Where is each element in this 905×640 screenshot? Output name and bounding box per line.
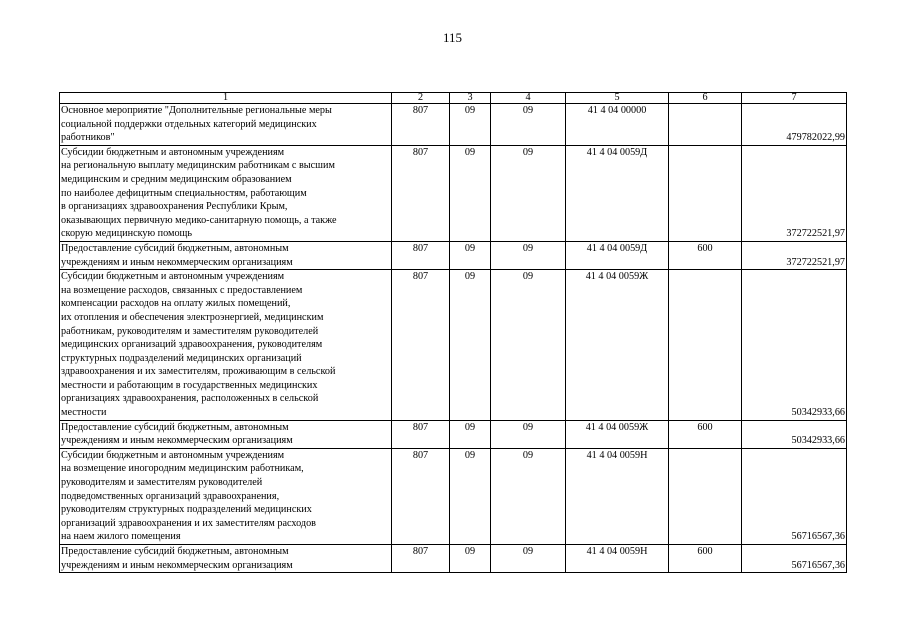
section-code: 09 [450, 104, 491, 146]
subsection-code: 09 [491, 448, 566, 544]
amount: 50342933,66 [742, 420, 847, 448]
row-description: Субсидии бюджетным и автономным учреждениям на возмещение расходов, связанных с предоставлением компенсации расходов на оплату жилых помещений, их отопления и обеспечения электроэнергией, медицинским работникам, руководителям и заместителям руководителей медицинских организаций здравоохранения, руководителям структурных подразделений медицинских организаций здравоохранения и их заместителям, проживающим в сельской местности и работающим в государственных медицинских организациях здравоохранения, расположенных в сельской местности [60, 270, 392, 421]
ministry-code: 807 [392, 420, 450, 448]
table-row [60, 241, 847, 269]
subsection-code: 09 [491, 545, 566, 573]
section-code: 09 [450, 145, 491, 241]
target-article-code: 41 4 04 00000 [566, 104, 669, 146]
section-code: 09 [450, 545, 491, 573]
expense-type-code [669, 448, 742, 544]
target-article-code: 41 4 04 0059Д [566, 241, 669, 269]
ministry-code: 807 [392, 448, 450, 544]
expense-type-code [669, 104, 742, 146]
target-article-code: 41 4 04 0059Ж [566, 420, 669, 448]
section-code: 09 [450, 270, 491, 421]
subsection-code: 09 [491, 104, 566, 146]
column-header: 4 [491, 93, 566, 104]
table-row [60, 448, 847, 544]
expense-type-code: 600 [669, 241, 742, 269]
row-description: Предоставление субсидий бюджетным, автономным учреждениям и иным некоммерческим организациям [60, 420, 392, 448]
subsection-code: 09 [491, 270, 566, 421]
table-row [60, 104, 847, 146]
amount: 56716567,36 [742, 448, 847, 544]
row-description: Основное мероприятие "Дополнительные региональные меры социальной поддержки отдельных категорий медицинских работников" [60, 104, 392, 146]
column-number-row [60, 93, 847, 104]
section-code: 09 [450, 448, 491, 544]
table-row [60, 270, 847, 421]
column-header: 2 [392, 93, 450, 104]
ministry-code: 807 [392, 104, 450, 146]
section-code: 09 [450, 241, 491, 269]
subsection-code: 09 [491, 420, 566, 448]
subsection-code: 09 [491, 241, 566, 269]
ministry-code: 807 [392, 145, 450, 241]
ministry-code: 807 [392, 241, 450, 269]
expense-type-code: 600 [669, 545, 742, 573]
column-header: 1 [60, 93, 392, 104]
column-header: 3 [450, 93, 491, 104]
amount: 479782022,99 [742, 104, 847, 146]
table-row [60, 420, 847, 448]
ministry-code: 807 [392, 270, 450, 421]
column-header: 5 [566, 93, 669, 104]
ministry-code: 807 [392, 545, 450, 573]
table-row [60, 545, 847, 573]
column-header: 7 [742, 93, 847, 104]
page-number: 115 [442, 30, 463, 45]
amount: 50342933,66 [742, 270, 847, 421]
target-article-code: 41 4 04 0059Ж [566, 270, 669, 421]
table-row [60, 145, 847, 241]
amount: 372722521,97 [742, 241, 847, 269]
budget-table [59, 92, 847, 573]
target-article-code: 41 4 04 0059Н [566, 545, 669, 573]
target-article-code: 41 4 04 0059Д [566, 145, 669, 241]
expense-type-code [669, 145, 742, 241]
column-header: 6 [669, 93, 742, 104]
subsection-code: 09 [491, 145, 566, 241]
expense-type-code [669, 270, 742, 421]
row-description: Субсидии бюджетным и автономным учреждениям на региональную выплату медицинским работникам с высшим медицинским и средним медицинским образованием по наиболее дефицитным специальностям, работающим в организациях здравоохранения Республики Крым, оказывающих первичную медико-санитарную помощь, а также скорую медицинскую помощь [60, 145, 392, 241]
row-description: Субсидии бюджетным и автономным учреждениям на возмещение иногородним медицинским работникам, руководителям и заместителям руководителей подведомственных организаций здравоохранения, руководителям структурных подразделений медицинских организаций здравоохранения и их заместителям расходов на наем жилого помещения [60, 448, 392, 544]
amount: 372722521,97 [742, 145, 847, 241]
row-description: Предоставление субсидий бюджетным, автономным учреждениям и иным некоммерческим организациям [60, 241, 392, 269]
row-description: Предоставление субсидий бюджетным, автономным учреждениям и иным некоммерческим организациям [60, 545, 392, 573]
amount: 56716567,36 [742, 545, 847, 573]
section-code: 09 [450, 420, 491, 448]
target-article-code: 41 4 04 0059Н [566, 448, 669, 544]
expense-type-code: 600 [669, 420, 742, 448]
